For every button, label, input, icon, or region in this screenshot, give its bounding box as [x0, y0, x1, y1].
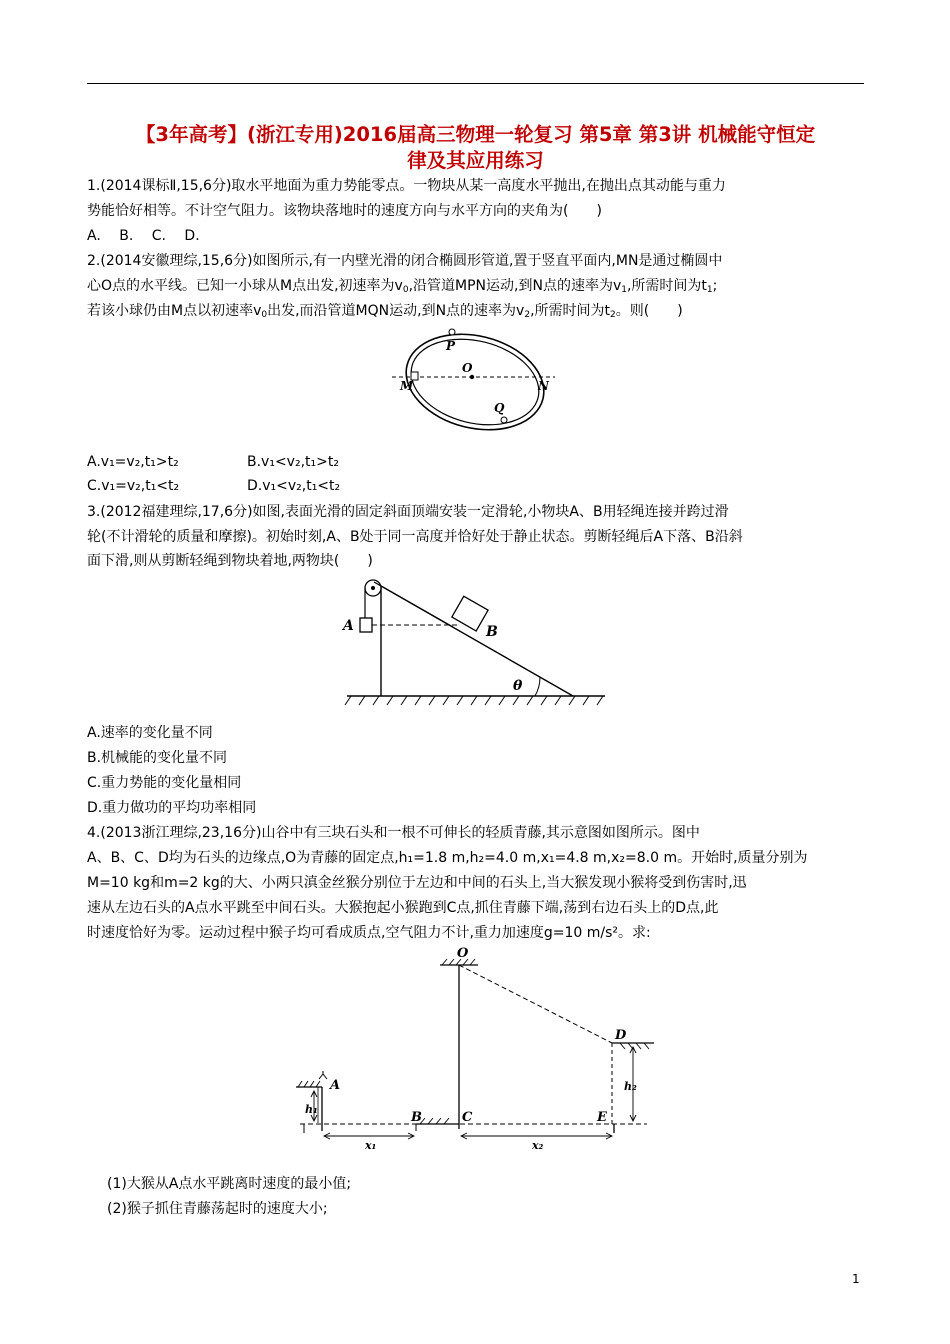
label-P: P — [446, 339, 456, 353]
q1-line-1: 1.(2014课标Ⅱ,15,6分)取水平地面为重力势能零点。一物块从某一高度水平抛出,在抛出点其动能与重力 — [87, 178, 726, 194]
label-O: O — [457, 946, 469, 961]
q1-line-2: 势能恰好相等。不计空气阻力。该物块落地时的速度方向与水平方向的夹角为( ) — [87, 203, 602, 219]
label-C: C — [462, 1110, 473, 1125]
q4-line-3: M=10 kg和m=2 kg的大、小两只滇金丝猴分别位于左边和中间的石头上,当大猴发现小猴将受到伤害时,迅 — [87, 875, 747, 891]
ellipse-tube-figure — [390, 322, 560, 444]
page-number: 1 — [852, 1272, 860, 1286]
q2-line-3: 若该小球仍由M点以初速率$v_0$出发,而沿管道MQN运动,到N点的速率为$v_2$,所需时间为$t_2$。则( ) — [87, 303, 683, 320]
title-line-1: 【3年高考】(浙江专用)2016届高三物理一轮复习 第5章 第3讲 机械能守恒定 — [135, 123, 816, 146]
label-E: E — [597, 1110, 607, 1125]
q3-line-1: 3.(2012福建理综,17,6分)如图,表面光滑的固定斜面顶端安装一定滑轮,小物块A、B用轻绳连接并跨过滑 — [87, 504, 729, 520]
label-A: A — [343, 618, 354, 634]
label-M: M — [400, 379, 414, 393]
q3-line-3: 面下滑,则从剪断轻绳到物块着地,两物块( ) — [87, 553, 373, 569]
q3-line-2: 轮(不计滑轮的质量和摩擦)。初始时刻,A、B处于同一高度并恰好处于静止状态。剪断轻绳后A下落、B沿斜 — [87, 529, 743, 545]
q4-line-2: A、B、C、D均为石头的边缘点,O为青藤的固定点,h₁=1.8 m,h₂=4.0 m,x₁=4.8 m,x₂=8.0 m。开始时,质量分别为 — [87, 850, 808, 866]
label-x1: x₁ — [365, 1139, 377, 1152]
label-x2: x₂ — [532, 1139, 544, 1152]
label-Q: Q — [494, 401, 505, 415]
label-B: B — [486, 624, 498, 640]
q4-sub-question-2: (2)猴子抓住青藤荡起时的速度大小; — [107, 1201, 328, 1217]
page-title — [87, 122, 864, 174]
q4-line-4: 速从左边石头的A点水平跳至中间石头。大猴抱起小猴跑到C点,抓住青藤下端,荡到右边石头上的D点,此 — [87, 900, 719, 916]
label-A: A — [330, 1078, 341, 1093]
title-line-2: 律及其应用练习 — [407, 149, 544, 172]
q4-line-5: 时速度恰好为零。运动过程中猴子均可看成质点,空气阻力不计,重力加速度g=10 m/s²。求: — [87, 925, 651, 941]
label-theta: θ — [513, 678, 523, 694]
label-B: B — [411, 1110, 422, 1125]
q2-option-d: D.v₁<v₂,t₁<t₂ — [247, 478, 341, 494]
q2-line-1: 2.(2014安徽理综,15,6分)如图所示,有一内壁光滑的闭合椭圆形管道,置于竖直平面内,MN是通过椭圆中 — [87, 253, 723, 269]
label-h2: h₂ — [624, 1080, 637, 1093]
q4-line-1: 4.(2013浙江理综,23,16分)山谷中有三块石头和一根不可伸长的轻质青藤,其示意图如图所示。图中 — [87, 825, 700, 841]
q2-line-2: 心O点的水平线。已知一小球从M点出发,初速率为$v_0$,沿管道MPN运动,到N点的速率为$v_1$,所需时间为$t_1$; — [87, 278, 718, 295]
label-D: D — [615, 1028, 627, 1043]
vine-swing-figure — [292, 945, 662, 1160]
q2-option-a: A.v₁=v₂,t₁>t₂ — [87, 454, 179, 470]
q1-options: A. B. C. D. — [87, 228, 200, 244]
q2-option-b: B.v₁<v₂,t₁>t₂ — [247, 454, 339, 470]
q2-option-c: C.v₁=v₂,t₁<t₂ — [87, 478, 180, 494]
label-N: N — [538, 379, 549, 393]
q3-option-c: C.重力势能的变化量相同 — [87, 775, 242, 791]
header-rule — [87, 83, 864, 84]
label-O: O — [462, 361, 473, 375]
q3-option-a: A.速率的变化量不同 — [87, 725, 213, 741]
incline-pulley-figure — [335, 572, 610, 710]
q4-sub-question-1: (1)大猴从A点水平跳离时速度的最小值; — [107, 1176, 352, 1192]
q3-option-d: D.重力做功的平均功率相同 — [87, 800, 257, 816]
label-h1: h₁ — [305, 1103, 318, 1116]
q3-option-b: B.机械能的变化量不同 — [87, 750, 228, 766]
